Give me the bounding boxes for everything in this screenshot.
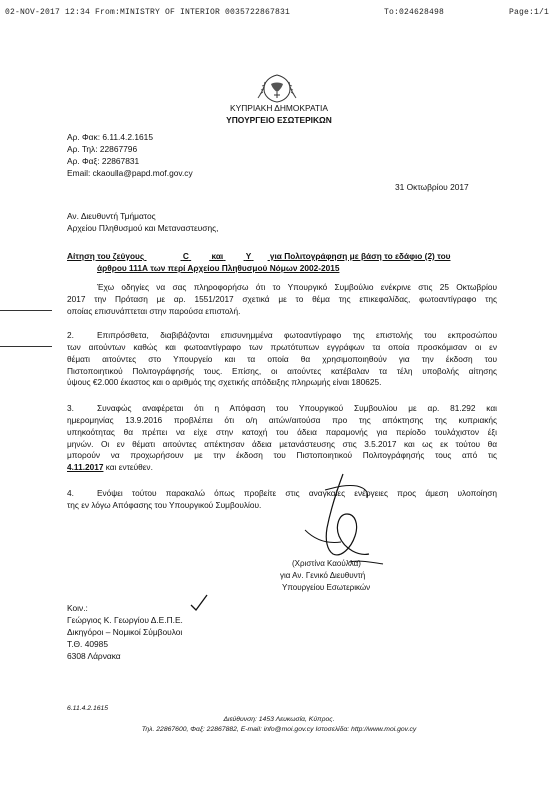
paragraph-3-cont — [67, 415, 497, 474]
cc-label: Κοιν.: — [67, 603, 88, 613]
signatory-name: (Χριστίνα Καούλλα) — [292, 559, 361, 568]
paragraph-1-line: 2017 την Πρόταση με αρ. 1551/2017 σχετικά με το θέμα της επικεφαλίδας, φωτοαντίγραφο της — [67, 294, 497, 304]
fax-header-recipient: To:024628498 — [384, 8, 445, 17]
fax-number: Αρ. Φαξ: 22867831 — [67, 156, 140, 166]
file-number: Αρ. Φακ: 6.11.4.2.1615 — [67, 132, 153, 142]
paragraph-3-line: ημερομηνίας 13.9.2016 προβλέπει ότι ο/η αιτών/αιτούσα προ της απόκτησης της κυπριακής — [67, 415, 497, 425]
cc-line: Γεώργιος Κ. Γεωργίου Δ.Ε.Π.Ε. — [67, 615, 183, 625]
email-address: Email: ckaoulla@papd.mof.gov.cy — [67, 168, 193, 178]
paragraph-1-line: Έχω οδηγίες να σας πληροφορήσω ότι το Υπουργικό Συμβούλιο ενέκρινε στις 25 Οκτωβρίου — [97, 282, 497, 292]
letter-date: 31 Οκτωβρίου 2017 — [395, 182, 469, 192]
fax-header-page: Page:1/1 — [509, 8, 550, 17]
paragraph-3-first — [97, 403, 497, 415]
subject-text-b: C — [182, 251, 189, 261]
cc-line: Τ.Θ. 40985 — [67, 639, 108, 649]
signatory-title-2: Υπουργείου Εσωτερικών — [282, 583, 371, 592]
recipient-line-1: Αν. Διευθυντή Τμήματος — [67, 211, 156, 221]
footer-address: Διεύθυνση: 1453 Λευκωσία, Κύπρος. — [223, 716, 335, 723]
margin-rule — [0, 346, 52, 347]
subject-line-1 — [67, 250, 451, 262]
handwritten-signature — [285, 470, 395, 570]
paragraph-3-tail: και εντεύθεν. — [103, 462, 153, 473]
ministry-heading: ΥΠΟΥΡΓΕΙΟ ΕΣΩΤΕΡΙΚΩΝ — [226, 115, 332, 125]
subject-text-d: Υ — [245, 251, 252, 261]
paragraph-3-number: 3. — [67, 403, 74, 413]
paragraph-2-cont — [67, 342, 497, 389]
fax-header-sender: 02-NOV-2017 12:34 From:MINISTRY OF INTERIOR 0035722867831 — [5, 8, 291, 17]
coat-of-arms-emblem — [254, 72, 300, 106]
paragraph-2-line: Πιστοποιητικού Πολιτογράφησής τους. Επίσης, οι αιτούντες κατέβαλαν τα τέλη υποβολής αίτησης — [67, 365, 497, 376]
paragraph-3-line: Συναφώς αναφέρεται ότι η Απόφαση του Υπουργικού Συμβουλίου με αρ. 81.292 και — [97, 403, 497, 413]
paragraph-1 — [97, 282, 497, 294]
telephone-number: Αρ. Τηλ: 22867796 — [67, 144, 138, 154]
paragraph-2-line: ύψους €2.000 έκαστος και ο αριθμός της σχετικής απόδειξης πληρωμής είναι 180625. — [67, 377, 382, 388]
recipient-line-2: Αρχείου Πληθυσμού και Μεταναστευσης, — [67, 223, 219, 233]
footer-file-reference: 6.11.4.2.1615 — [67, 705, 109, 712]
paragraph-4-line: της εν λόγω Απόφασης του Υπουργικού Συμβουλίου. — [67, 500, 262, 510]
subject-line-2: άρθρου 111Α των περί Αρχείου Πληθυσμού Νόμων 2002-2015 — [97, 263, 340, 273]
paragraph-3-last-line — [67, 462, 497, 474]
footer-contact: Τηλ. 22867600, Φαξ: 22867882, E-mail: info@moi.gov.cy Ιστοσελίδα: http://www.moi.gov.cy — [141, 726, 417, 733]
paragraph-2-line: των αιτούντων καθώς και φωτοαντίγραφο των πρωτότυπων εγγράφων τα οποία προσκόμισαν οι εν — [67, 342, 497, 352]
paragraph-4-cont — [67, 500, 497, 512]
subject-text-e: για Πολιτογράφηση με βάση το εδάφιο (2) του — [269, 251, 451, 261]
paragraph-3-line: υπηκοότητας θα πρέπει να είχε στην κατοχή του άδεια παραμονής για περίοδο τουλάχιστον έξι — [67, 426, 497, 437]
paragraph-4-line: Ενόψει τούτου παρακαλώ όπως προβείτε στις αναγκαίες ενέργειες προς άμεση υλοποίηση — [97, 488, 497, 498]
paragraph-1-cont — [67, 294, 497, 318]
margin-rule — [0, 310, 52, 311]
cc-line: Δικηγόροι – Νομικοί Σύμβουλοι — [67, 627, 183, 637]
paragraph-4-number: 4. — [67, 488, 74, 498]
paragraph-1-line: οποίας επισυνάπτεται στην παρούσα επιστολή. — [67, 305, 241, 316]
paragraph-2-line: θέματι αιτούντες στο Υπουργείο και τα οποία θα χρησιμοποιηθούν για την έκδοση του — [67, 353, 497, 364]
paragraph-2-line: Επιπρόσθετα, διαβιβάζονται επισυνημμένα φωτοαντίγραφο της επιστολής του εκπροσώπου — [97, 330, 497, 340]
republic-heading: ΚΥΠΡΙΑΚΗ ΔΗΜΟΚΡΑΤΙΑ — [230, 103, 328, 113]
effective-date: 4.11.2017 — [67, 462, 104, 473]
paragraph-2-first — [97, 330, 497, 342]
signatory-title-1: για Αν. Γενικό Διευθυντή — [280, 571, 366, 580]
subject-text-a: Αίτηση του ζεύγους — [67, 251, 145, 261]
cc-line: 6308 Λάρνακα — [67, 651, 121, 661]
paragraph-3-line: μηνών. Οι εν θέματι αιτούντες απέκτησαν άδεια μετανάστευσης στις 3.5.2017 και ως εκ τούτου θα — [67, 438, 497, 449]
paragraph-2-number: 2. — [67, 330, 74, 340]
paragraph-3-line: μπορούν να προχωρήσουν με την έκδοση του Πιστοποιητικού Πολιτογράφησής τους από τις — [67, 450, 497, 461]
subject-text-c: και — [211, 251, 224, 261]
checkmark-icon — [188, 593, 210, 613]
